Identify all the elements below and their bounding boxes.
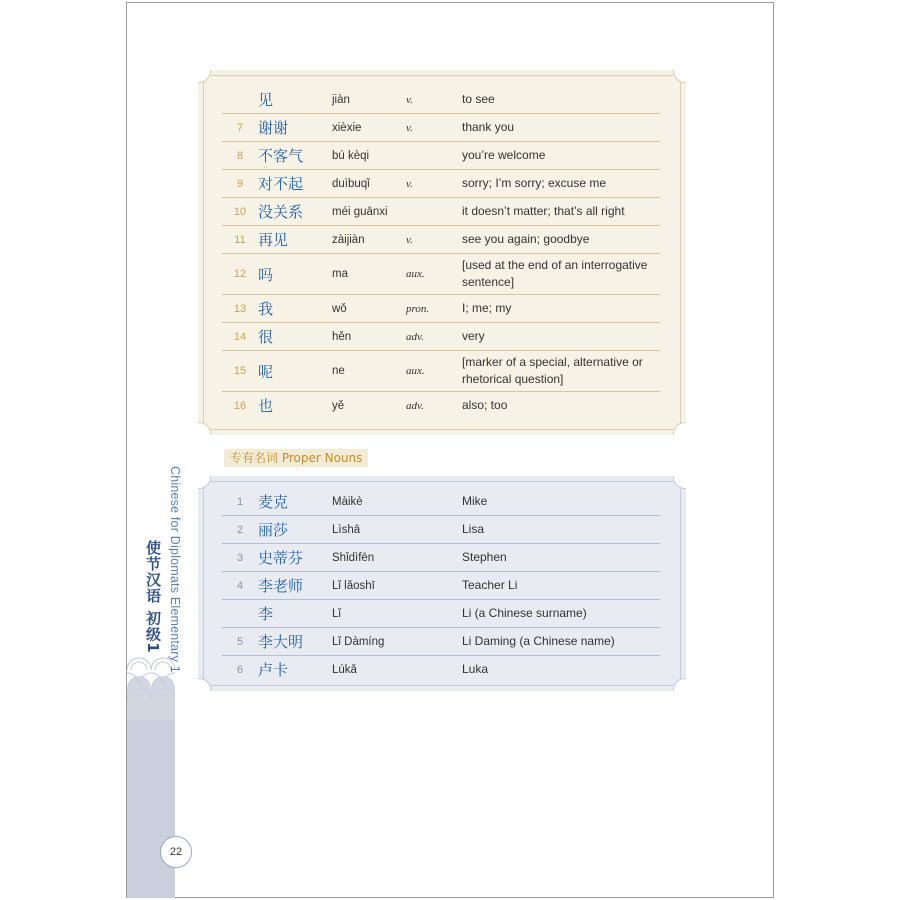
- vocab-part-of-speech: aux.: [406, 268, 425, 280]
- vocab-number: 10: [233, 205, 247, 218]
- panel-corner: [198, 70, 211, 83]
- proper-noun-row: [222, 656, 660, 683]
- proper-noun-meaning: Teacher Li: [462, 578, 518, 592]
- vocab-hanzi: 对不起: [258, 175, 304, 193]
- proper-noun-pinyin: Shǐdìfēn: [332, 551, 375, 564]
- proper-noun-row: [222, 544, 660, 572]
- proper-noun-row: [222, 628, 660, 656]
- vocab-hanzi: 我: [258, 300, 274, 318]
- proper-noun-hanzi: 李老师: [258, 577, 304, 595]
- proper-nouns-list: [222, 488, 660, 683]
- vocab-part-of-speech: v.: [406, 121, 413, 134]
- vocab-row: [222, 114, 660, 142]
- vocab-meaning: also; too: [462, 398, 508, 412]
- proper-noun-meaning: Luka: [462, 662, 489, 676]
- vocab-number: 13: [233, 302, 247, 315]
- vocab-number: 14: [233, 330, 247, 343]
- vocab-pinyin: bú kèqi: [332, 149, 370, 162]
- proper-nouns-panel: [198, 476, 686, 691]
- proper-noun-hanzi: 丽莎: [258, 521, 289, 539]
- vocab-hanzi: 也: [258, 397, 274, 415]
- proper-noun-row: [222, 600, 660, 628]
- vocab-meaning: it doesn’t matter; that’s all right: [462, 204, 625, 218]
- proper-noun-meaning: Li (a Chinese surname): [462, 606, 587, 620]
- vocab-number: 8: [236, 149, 244, 162]
- vocab-pinyin: duìbuqǐ: [332, 177, 370, 190]
- vocab-meaning: to see: [462, 92, 495, 106]
- vocab-part-of-speech: v.: [406, 233, 413, 246]
- proper-noun-hanzi: 麦克: [258, 493, 289, 511]
- page-number: 22: [160, 836, 192, 868]
- vocab-row: [222, 392, 660, 419]
- proper-noun-pinyin: Lúkǎ: [332, 663, 357, 676]
- vocab-pinyin: ne: [332, 365, 345, 377]
- vocab-pinyin: yě: [332, 399, 345, 412]
- vocab-pinyin: hěn: [332, 330, 352, 343]
- vocab-hanzi: 没关系: [258, 203, 304, 221]
- proper-noun-row: [222, 516, 660, 544]
- vocab-hanzi: 不客气: [258, 147, 304, 165]
- vocab-pinyin: jiàn: [332, 93, 350, 106]
- vocab-number: 15: [233, 365, 247, 377]
- vocabulary-panel: [198, 70, 686, 435]
- proper-noun-number: 4: [236, 579, 244, 592]
- vocab-part-of-speech: adv.: [406, 330, 424, 343]
- proper-noun-hanzi: 史蒂芬: [258, 549, 304, 567]
- proper-noun-pinyin: Lǐ lǎoshī: [332, 579, 375, 592]
- vocab-meaning: see you again; goodbye: [462, 232, 590, 246]
- panel-corner: [198, 422, 211, 435]
- vocab-hanzi: 呢: [258, 362, 274, 381]
- proper-noun-hanzi: 李: [258, 605, 274, 623]
- vocab-row: [222, 295, 660, 323]
- proper-noun-number: 3: [236, 551, 244, 564]
- proper-noun-meaning: Mike: [462, 494, 488, 508]
- vocab-row: [222, 142, 660, 170]
- vocab-meaning: sorry; I’m sorry; excuse me: [462, 176, 607, 190]
- proper-noun-meaning: Lisa: [462, 522, 485, 536]
- vocab-number: 11: [234, 233, 246, 246]
- vocab-row: [222, 351, 660, 392]
- proper-noun-meaning: Stephen: [462, 550, 507, 564]
- vocab-number: 16: [233, 399, 247, 412]
- vocab-pinyin: ma: [332, 268, 348, 280]
- proper-noun-pinyin: Màikè: [332, 495, 363, 508]
- panel-corner: [673, 422, 686, 435]
- proper-noun-row: [222, 572, 660, 600]
- panel-corner: [198, 476, 211, 489]
- vocab-hanzi: 吗: [258, 265, 274, 284]
- vocab-hanzi: 很: [258, 328, 274, 346]
- book-title-en: Chinese for Diplomats Elementary 1: [168, 466, 182, 673]
- vocab-pinyin: wǒ: [332, 302, 347, 315]
- panel-corner: [198, 678, 211, 691]
- vocabulary-list: [222, 86, 660, 419]
- vocab-part-of-speech: adv.: [406, 399, 424, 412]
- proper-noun-row: [222, 488, 660, 516]
- vocab-number: 9: [236, 177, 244, 190]
- proper-noun-number: 1: [236, 495, 244, 508]
- panel-corner: [673, 678, 686, 691]
- vocab-meaning: very: [462, 329, 485, 343]
- vocab-part-of-speech: aux.: [406, 365, 425, 377]
- vocab-meaning: I; me; my: [462, 301, 512, 315]
- vocab-number: 12: [233, 268, 247, 280]
- vocab-hanzi: 谢谢: [258, 119, 289, 137]
- vocab-part-of-speech: pron.: [406, 302, 430, 315]
- proper-nouns-heading: 专有名词 Proper Nouns: [224, 449, 368, 467]
- vocab-meaning: you’re welcome: [462, 148, 546, 162]
- vocab-hanzi: 见: [258, 91, 274, 109]
- proper-noun-hanzi: 李大明: [258, 633, 304, 651]
- panel-corner: [673, 70, 686, 83]
- vocab-meaning: [marker of a special, alternative or rhetorical question]: [462, 355, 643, 386]
- vocab-row: [222, 86, 660, 114]
- vocab-meaning: [used at the end of an interrogative sentence]: [462, 258, 648, 289]
- panel-corner: [673, 476, 686, 489]
- vocab-part-of-speech: v.: [406, 177, 413, 190]
- vocab-row: [222, 170, 660, 198]
- proper-noun-meaning: Li Daming (a Chinese name): [462, 634, 615, 648]
- vocab-row: [222, 254, 660, 295]
- proper-noun-number: 6: [236, 663, 244, 676]
- vocab-row: [222, 323, 660, 351]
- vocab-row: [222, 198, 660, 226]
- vocab-row: [222, 226, 660, 254]
- vocab-part-of-speech: v.: [406, 93, 413, 106]
- proper-noun-hanzi: 卢卡: [258, 661, 289, 679]
- proper-noun-pinyin: Lìshā: [332, 523, 361, 536]
- proper-noun-pinyin: Lǐ: [332, 607, 341, 620]
- vocab-pinyin: zàijiàn: [332, 233, 365, 246]
- vocab-meaning: thank you: [462, 120, 515, 134]
- vocab-number: 7: [236, 121, 244, 134]
- vocab-pinyin: méi guānxi: [332, 205, 388, 218]
- vocab-hanzi: 再见: [258, 231, 289, 249]
- vocab-pinyin: xièxie: [332, 121, 362, 134]
- proper-noun-number: 5: [236, 635, 244, 648]
- book-title-cn: 使节汉语 初级1: [144, 540, 162, 654]
- proper-noun-number: 2: [236, 523, 244, 536]
- proper-noun-pinyin: Lǐ Dàmíng: [332, 635, 385, 648]
